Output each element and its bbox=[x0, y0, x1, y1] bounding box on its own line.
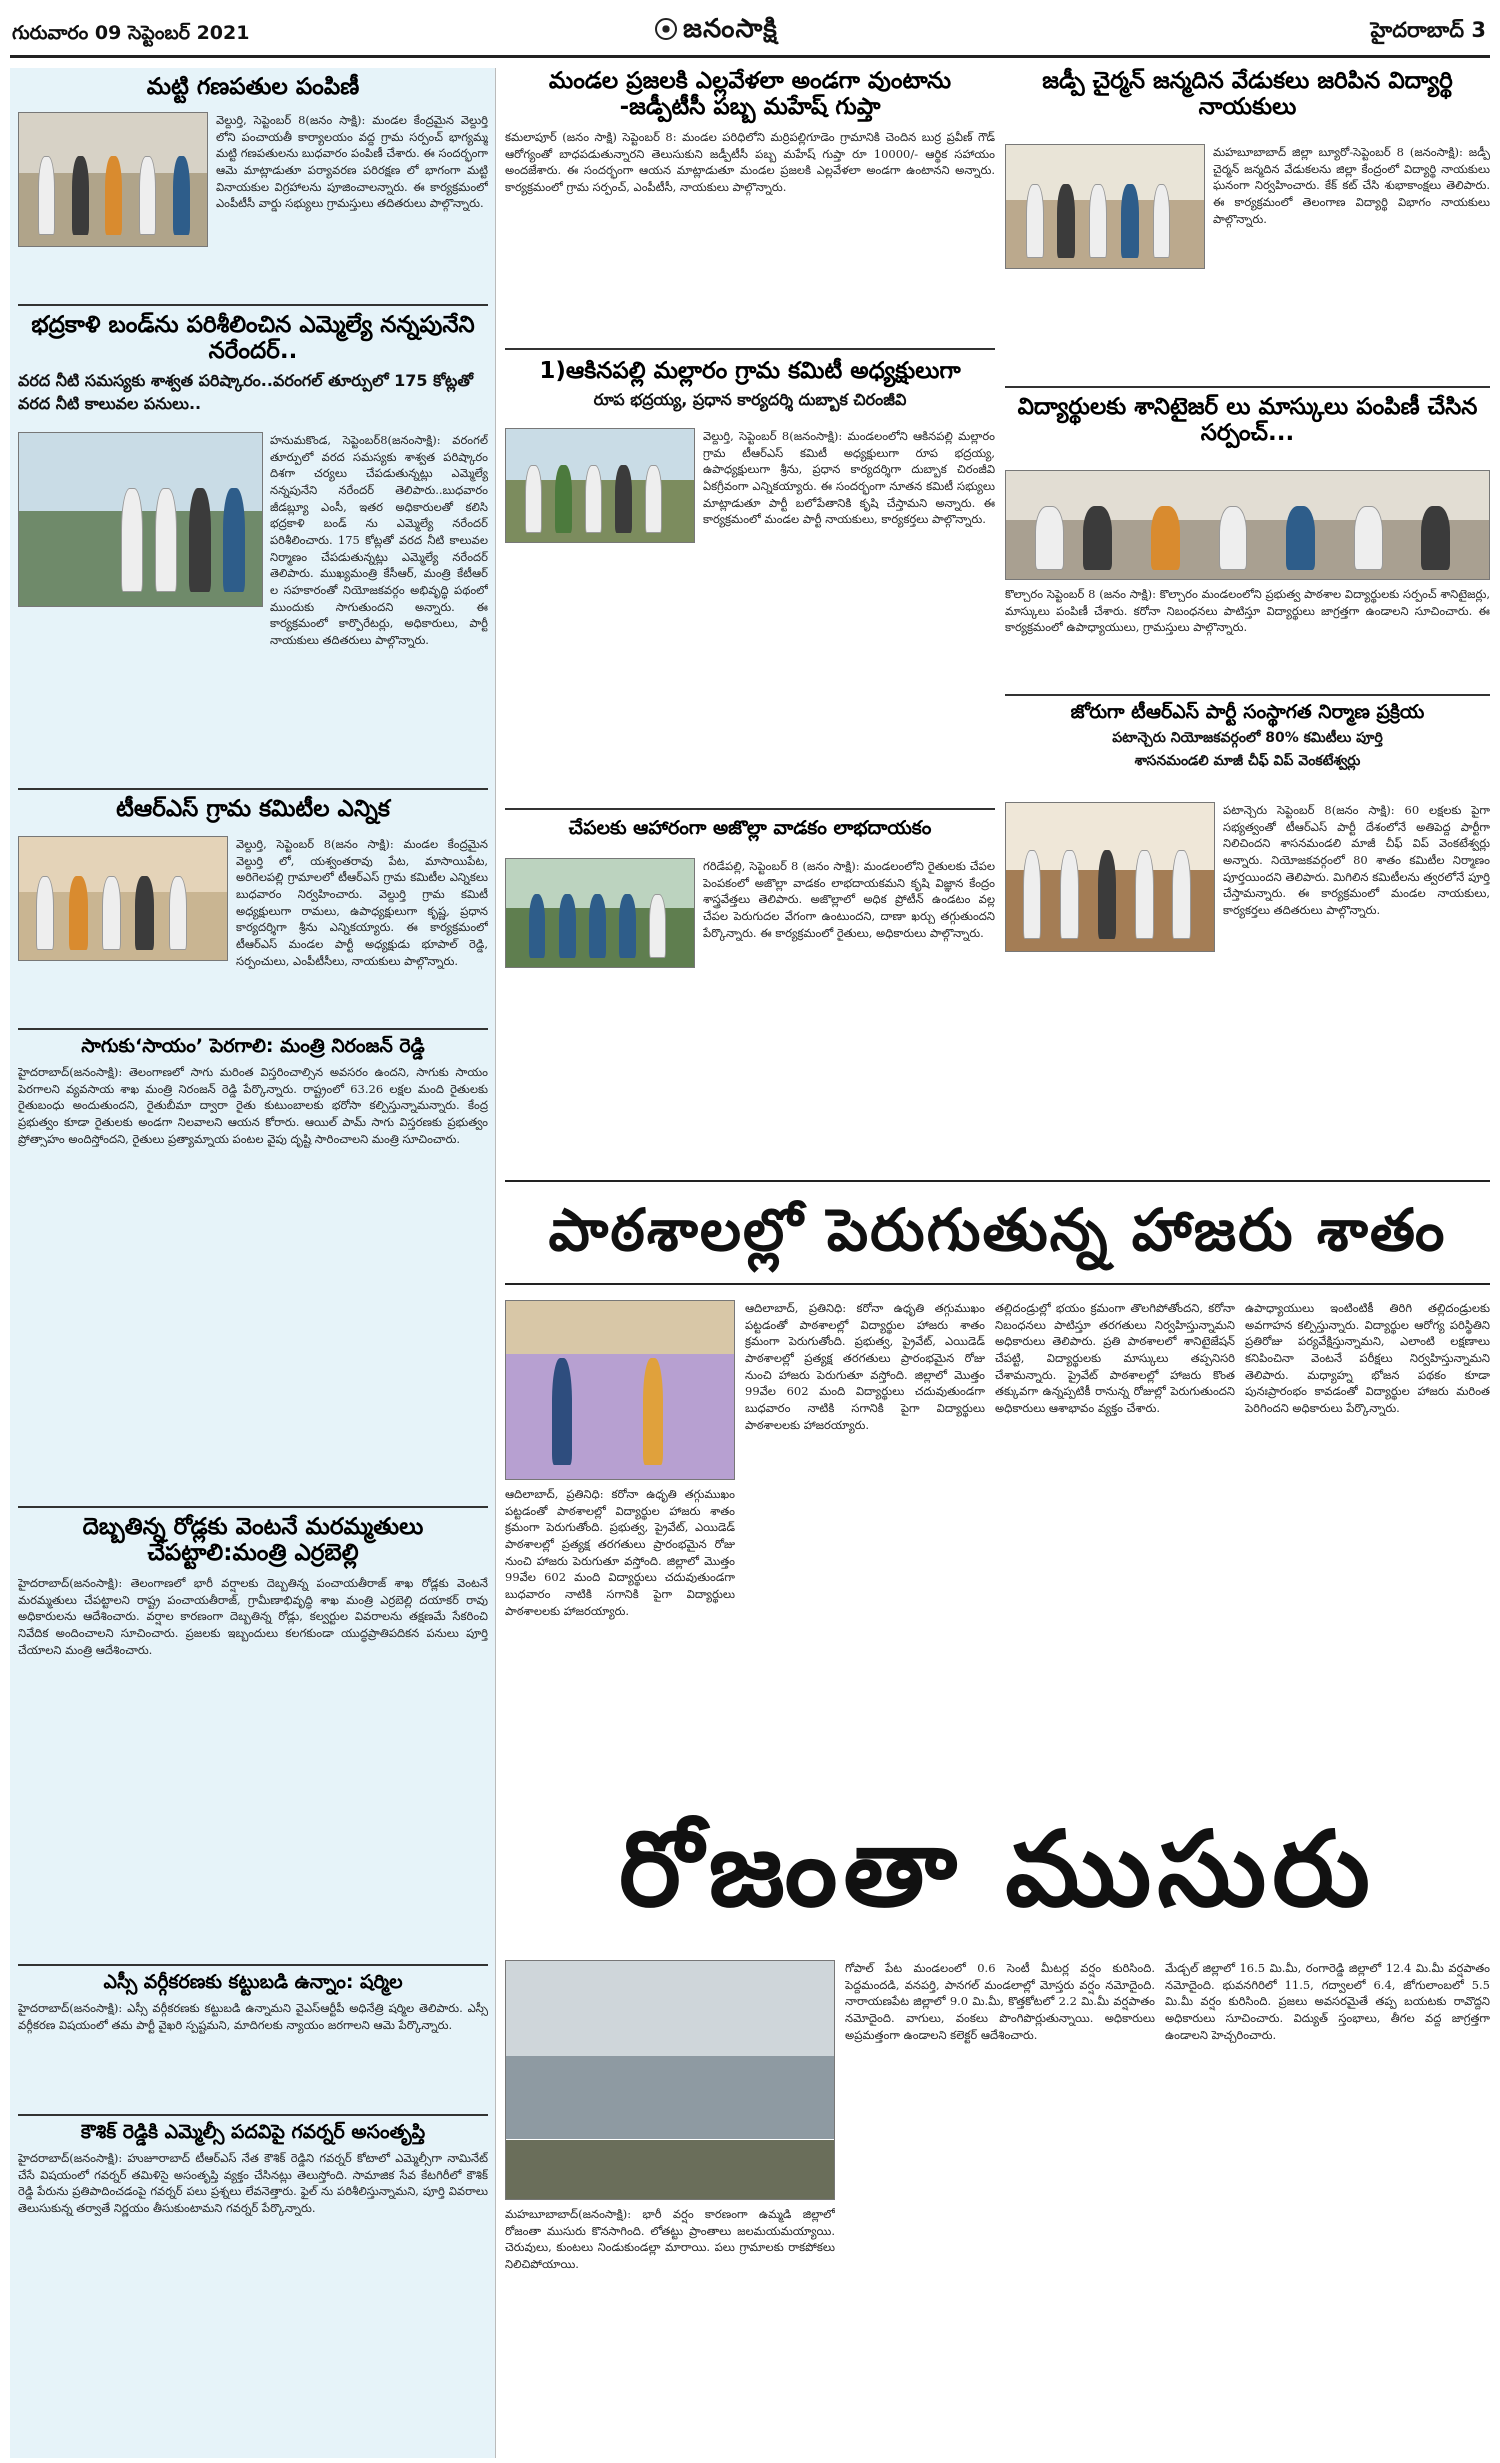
headline: చేపలకు ఆహారంగా అజొల్లా వాడకం లాభదాయకం bbox=[568, 817, 932, 839]
photo-ganapati bbox=[18, 112, 208, 247]
photo-trs-meeting bbox=[1005, 802, 1215, 952]
article-ganapati bbox=[18, 74, 488, 211]
subheadline: పటాన్చెరు నియోజకవర్గంలో 80% కమిటీలు పూర్తి bbox=[1112, 729, 1383, 746]
article-text: హనుమకొండ, సెప్టెంబర్8(జనంసాక్షి): వరంగల్ తూర్పులో వరద సమస్యకు శాశ్వత పరిష్కారం దిశగా చర్యలు చేపడుతున్నట్లు ఎమ్మెల్యే నన్నపునేని నరేందర్ తెలిపారు..బుధవారం జీడబ్ల్యూ ఎంసీ, ఇతర అధికారులతో కలిసి భద్రకాళి బండ్ ను ఎమ్మెల్యే నరేందర్ పరిశీలించారు. 175 కోట్లతో వరద నీటి కాలువల నిర్మాణం చేపడుతున్నట్లు ఎమ్మెల్యే నరేందర్ తెలిపారు. ముఖ్యమంత్రి కేసీఆర్, మంత్రి కేటీఆర్ ల సహకారంతో నియోజకవర్గం అభివృద్ధి పథంలో ముందుకు సాగుతుందని అన్నారు. ఈ కార్యక్రమంలో కార్పొరేటర్లు, అధికారులు, పార్టీ నాయకులు తదితరులు పాల్గొన్నారు. bbox=[270, 433, 488, 648]
page-label: హైదరాబాద్ 3 bbox=[1370, 18, 1486, 42]
photo-sanitizers bbox=[1005, 470, 1490, 580]
rain-text-3: మేడ్చల్ జిల్లాలో 16.5 మి.మీ, రంగారెడ్డి జిల్లాలో 12.4 మి.మీ వర్షపాతం నమోదైంది. భువనగిరిలో 11.5, గద్వాలలో 6.4, జోగులాంబలో 5.5 మి.మీ వర్షం కురిసింది. ప్రజలు అవసరమైతే తప్ప బయటకు రావొద్దని అధికారులు సూచించారు. విద్యుత్ స్తంభాలు, తీగల వద్ద జాగ్రత్తగా ఉండాలని హెచ్చరించారు. bbox=[1165, 1961, 1490, 2042]
article-text: కొల్చారం సెప్టెంబర్ 8 (జనం సాక్షి): కొల్చారం మండలంలోని ప్రభుత్వ పాఠశాల విద్యార్థులకు సర్పంచ్ శానిటైజర్లు, మాస్కులు పంపిణీ చేశారు. కరోనా నిబంధనలు పాటిస్తూ విద్యార్థులు జాగ్రత్తగా ఉండాలని సూచించారు. ఈ కార్యక్రమంలో ఉపాధ్యాయులు, గ్రామస్తులు పాల్గొన్నారు. bbox=[1005, 587, 1490, 635]
article-text: గరిడేపల్లి, సెప్టెంబర్ 8 (జనం సాక్షి): మండలంలోని రైతులకు చేపల పెంపకంలో అజొల్లా వాడకం లాభదాయకమని కృషి విజ్ఞాన కేంద్రం శాస్త్రవేత్తలు తెలిపారు. అజొల్లాలో అధిక ప్రోటీన్ ఉండటం వల్ల చేపల పెరుగుదల వేగంగా ఉంటుందని, దాణా ఖర్చు తగ్గుతుందని పేర్కొన్నారు. ఈ కార్యక్రమంలో రైతులు, అధికారులు పాల్గొన్నారు. bbox=[703, 859, 995, 940]
article-azolla bbox=[505, 817, 995, 940]
subheadline: వరద నీటి సమస్యకు శాశ్వత పరిష్కారం..వరంగల్ తూర్పులో 175 కోట్లతో వరద నీటి కాలువల పనులు.. bbox=[18, 370, 473, 413]
subheadline: రూప భద్రయ్య, ప్రధాన కార్యదర్శి దుబ్బాక చిరంజీవి bbox=[593, 390, 907, 410]
article-agriculture bbox=[18, 1036, 488, 1314]
article-text: వెల్దుర్తి, సెప్టెంబర్ 8(జనం సాక్షి): మండల కేంద్రమైన వెల్దుర్తి లోని పంచాయతీ కార్యాలయం వద్ద గ్రామ సర్పంచ్ భాగ్యమ్మ మట్టి గణపతులను బుధవారం పంపిణీ చేశారు. ఈ సందర్భంగా ఆమె మాట్లాడుతూ పర్యావరణ పరిరక్షణ లో భాగంగా మట్టి వినాయకుల విగ్రహాలను పూజించాలన్నారు. ఈ కార్యక్రమంలో ఎంపీటీసీ వార్డు సభ్యులు గ్రామస్తులు తదితరులు పాల్గొన్నారు. bbox=[216, 113, 488, 211]
headline: టీఆర్ఎస్ గ్రామ కమిటీల ఎన్నిక bbox=[116, 796, 390, 822]
schools-text-1: ఆదిలాబాద్, ప్రతినిధి: కరోనా ఉధృతి తగ్గుముఖం పట్టడంతో పాఠశాలల్లో విద్యార్థుల హాజరు శాతం క్రమంగా పెరుగుతోంది. ప్రభుత్వ, ప్రైవేట్, ఎయిడెడ్ పాఠశాలల్లో ప్రత్యక్ష తరగతులు ప్రారంభమైన రోజు నుంచి హాజరు పెరుగుతూ వస్తోంది. జిల్లాలో మొత్తం 99వేల 602 మంది విద్యార్థులు చదువుతుండగా బుధవారం నాటికి సగానికి పైగా విద్యార్థులు పాఠశాలలకు హాజరయ్యారు. bbox=[745, 1301, 985, 1432]
rain-text-1: మహబూబాబాద్(జనంసాక్షి): భారీ వర్షం కారణంగా ఉమ్మడి జిల్లాలో రోజంతా ముసురు కొనసాగింది. లోతట్టు ప్రాంతాలు జలమయమయ్యాయి. చెరువులు, కుంటలు నిండుకుండల్లా మారాయి. పలు గ్రామాలకు రాకపోకలు నిలిచిపోయాయి. bbox=[505, 2207, 835, 2272]
schools-text-3: ఉపాధ్యాయులు ఇంటింటికీ తిరిగి తల్లిదండ్రులకు అవగాహన కల్పిస్తున్నారు. విద్యార్థుల ఆరోగ్య పరిస్థితిని ప్రతిరోజు పర్యవేక్షిస్తున్నామని, ఎలాంటి లక్షణాలు కనిపించినా వెంటనే పరీక్షలు నిర్వహిస్తున్నామని తెలిపారు. మధ్యాహ్న భోజన పథకం కూడా పునఃప్రారంభం కావడంతో విద్యార్థుల హాజరు మరింత పెరిగిందని అధికారులు పేర్కొన్నారు. bbox=[1245, 1301, 1490, 1416]
headline: సాగుకు‘సాయం’ పెరగాలి: మంత్రి నిరంజన్ రెడ్డి bbox=[81, 1035, 425, 1057]
headline: మండల ప్రజలకి ఎల్లవేళలా అండగా వుంటాను -జడ్పీటీసీ పబ్బ మహేష్ గుప్తా bbox=[548, 68, 952, 121]
article-text: హైదరాబాద్(జనంసాక్షి): హుజూరాబాద్ టీఆర్ఎస్ నేత కౌశిక్ రెడ్డిని గవర్నర్ కోటాలో ఎమ్మెల్సీగా నామినేట్ చేసే విషయంలో గవర్నర్ తమిళిసై అసంతృప్తి వ్యక్తం చేసినట్లు తెలుస్తోంది. సామాజిక సేవ కేటగిరీలో కౌశిక్ రెడ్డి పేరును ప్రతిపాదించడంపై గవర్నర్ పలు ప్రశ్నలు లేవనెత్తారు. ఫైల్ ను పరిశీలిస్తున్నామని, పూర్తి వివరాలు తెలుసుకున్న తర్వాతే నిర్ణయం తీసుకుంటామని గవర్నర్ పేర్కొన్నారు. bbox=[18, 2150, 488, 2215]
middle-column bbox=[505, 68, 995, 1168]
headline: 1)ఆకినపల్లి మల్లారం గ్రామ కమిటీ అధ్యక్షులుగా bbox=[539, 358, 961, 384]
article-sanitizers bbox=[1005, 394, 1490, 635]
article-roads bbox=[18, 1514, 488, 1875]
article-text: మహబూబాబాద్ జిల్లా బ్యూరో-సెప్టెంబర్ 8 (జనంసాక్షి): జడ్పీ చైర్మన్ జన్మదిన వేడుకలను జిల్లా కేంద్రంలో విద్యార్థి నాయకులు ఘనంగా నిర్వహించారు. కేక్ కట్ చేసి శుభాకాంక్షలు తెలిపారు. ఈ కార్యక్రమంలో తెలంగాణ విద్యార్థి విభాగం నాయకులు పాల్గొన్నారు. bbox=[1213, 145, 1490, 226]
schools-text-1a: ఆదిలాబాద్, ప్రతినిధి: కరోనా ఉధృతి తగ్గుముఖం పట్టడంతో పాఠశాలల్లో విద్యార్థుల హాజరు శాతం క్రమంగా పెరుగుతోంది. ప్రభుత్వ, ప్రైవేట్, ఎయిడెడ్ పాఠశాలల్లో ప్రత్యక్ష తరగతులు ప్రారంభమైన రోజు నుంచి హాజరు పెరుగుతూ వస్తోంది. జిల్లాలో మొత్తం 99వేల 602 మంది విద్యార్థులు చదువుతుండగా బుధవారం నాటికి సగానికి పైగా విద్యార్థులు పాఠశాలలకు హాజరయ్యారు. bbox=[505, 1487, 735, 1618]
right-column bbox=[1005, 68, 1490, 1168]
rain-headline: రోజంతా ముసురు bbox=[619, 1808, 1376, 1930]
logo-emblem-icon bbox=[655, 18, 677, 40]
article-trs-committees bbox=[18, 796, 488, 968]
article-sc-classification bbox=[18, 1972, 488, 2090]
schools-headline: పాఠశాలల్లో పెరుగుతున్న హాజరు శాతం bbox=[505, 1180, 1490, 1285]
article-trs-organisation bbox=[1005, 701, 1490, 918]
photo-akinapalli bbox=[505, 428, 695, 543]
headline: జడ్పీ చైర్మన్ జన్మదిన వేడుకలు జరిపిన విద్యార్థి నాయకులు bbox=[1042, 68, 1453, 121]
photo-birthday bbox=[1005, 144, 1205, 269]
headline: దెబ్బతిన్న రోడ్లకు వెంటనే మరమ్మతులు చేపట్టాలి:మంత్రి ఎర్రబెల్లి bbox=[82, 1514, 424, 1567]
headline: విద్యార్థులకు శానిటైజర్ లు మాస్కులు పంపిణీ చేసిన సర్పంచ్... bbox=[1017, 394, 1478, 447]
photo-school bbox=[505, 1300, 735, 1480]
article-text: హైదరాబాద్(జనంసాక్షి): తెలంగాణలో భారీ వర్షాలకు దెబ్బతిన్న పంచాయతీరాజ్ శాఖ రోడ్లకు వెంటనే మరమ్మతులు చేపట్టాలని రాష్ట్ర పంచాయతీరాజ్, గ్రామీణాభివృద్ధి శాఖ మంత్రి ఎర్రబెల్లి దయాకర్ రావు అధికారులను ఆదేశించారు. వర్షాల కారణంగా దెబ్బతిన్న రోడ్లు, కల్వర్టుల వివరాలను తక్షణమే సేకరించి నివేదిక అందించాలని సూచించారు. ప్రజలకు ఇబ్బందులు కలగకుండా యుద్ధప్రాతిపదికన పనులు పూర్తి చేయాలని మంత్రి ఆదేశించారు. bbox=[18, 1575, 488, 1657]
photo-azolla bbox=[505, 858, 695, 968]
issue-date: గురువారం 09 సెప్టెంబర్ 2021 bbox=[12, 22, 250, 44]
article-text: హైదరాబాద్(జనంసాక్షి): ఎస్సీ వర్గీకరణకు కట్టుబడి ఉన్నామని వైఎస్ఆర్టీపీ అధినేత్రి షర్మిల తెలిపారు. ఎస్సీ వర్గీకరణ విషయంలో తమ పార్టీ వైఖరి స్పష్టమని, మాదిగలకు న్యాయం జరగాలని ఆమె పేర్కొన్నారు. bbox=[18, 2000, 488, 2032]
article-text: హైదరాబాద్(జనంసాక్షి): తెలంగాణలో సాగు మరింత విస్తరించాల్సిన అవసరం ఉందని, సాగుకు సాయం పెరగాలని వ్యవసాయ శాఖ మంత్రి నిరంజన్ రెడ్డి పేర్కొన్నారు. రాష్ట్రంలో 63.26 లక్షల మంది రైతులకు రైతుబంధు అందుతుందని, రైతుబీమా ద్వారా రైతు కుటుంబాలకు భరోసా కల్పిస్తున్నామన్నారు. కేంద్ర ప్రభుత్వం కూడా రైతులకు అండగా నిలవాలని ఆయన కోరారు. ఆయిల్ పామ్ సాగు విస్తరణకు ప్రభుత్వం ప్రోత్సాహం అందిస్తోందని, రైతులు ప్రత్యామ్నాయ పంటల వైపు దృష్టి సారించాలని మంత్రి సూచించారు. bbox=[18, 1064, 488, 1146]
article-zp-birthday bbox=[1005, 68, 1490, 226]
article-bhadrakali bbox=[18, 312, 488, 648]
article-text: వెల్దుర్తి, సెప్టెంబర్ 8(జనం సాక్షి): మండల కేంద్రమైన వెల్దుర్తి లో, యశ్వంతరావు పేట, మాసాయిపేట, అరిగెలపల్లి గ్రామాలలో టీఆర్ఎస్ గ్రామ కమిటీల ఎన్నికలు బుధవారం నిర్వహించారు. వెల్దుర్తి గ్రామ కమిటీ అధ్యక్షులుగా రామలు, ఉపాధ్యక్షులుగా కృష్ణ, ప్రధాన కార్యదర్శిగా శ్రీను ఎన్నికయ్యారు. ఈ కార్యక్రమంలో టీఆర్ఎస్ మండల పార్టీ అధ్యక్షుడు భూపాల్ రెడ్డి, సర్పంచులు, ఎంపీటీసీలు, నాయకులు పాల్గొన్నారు. bbox=[236, 837, 488, 968]
newspaper-logo bbox=[655, 14, 778, 50]
headline: మట్టి గణపతుల పంపిణీ bbox=[146, 74, 360, 100]
article-text: కమలాపూర్ (జనం సాక్షి) సెప్టెంబర్ 8: మండల పరిధిలోని మర్రిపల్లిగూడెం గ్రామానికి చెందిన బుర్ర ప్రవీణ్ గౌడ్ ఆరోగ్యంతో బాధపడుతున్నారని తెలుసుకుని జడ్పీటీసీ పబ్బ మహేష్ గుప్తా రూ 10000/- ఆర్థిక సహాయం అందజేశారు. ఈ సందర్భంగా ఆయన మాట్లాడుతూ మండల ప్రజలకి ఎల్లవేళలా అండగా ఉంటానని అన్నారు. కార్యక్రమంలో గ్రామ సర్పంచ్, ఎంపీటీసీ, నాయకులు పాల్గొన్నారు. bbox=[505, 129, 995, 194]
logo-text: జనంసాక్షి bbox=[683, 14, 778, 44]
article-text: వెల్దుర్తి, సెప్టెంబర్ 8(జనంసాక్షి): మండలంలోని ఆకినపల్లి మల్లారం గ్రామ టీఆర్ఎస్ కమిటీ అధ్యక్షులుగా రూప భద్రయ్య, ఉపాధ్యక్షులుగా శ్రీను, ప్రధాన కార్యదర్శిగా దుబ్బాక చిరంజీవి ఏకగ్రీవంగా ఎన్నికయ్యారు. ఈ సందర్భంగా నూతన కమిటీ సభ్యులు మాట్లాడుతూ పార్టీ బలోపేతానికి కృషి చేస్తామని అన్నారు. ఈ కార్యక్రమంలో మండల పార్టీ నాయకులు, కార్యకర్తలు పాల్గొన్నారు. bbox=[703, 429, 995, 527]
photo-flooded-field bbox=[505, 1960, 835, 2200]
masthead bbox=[10, 8, 1490, 58]
article-akinapalli bbox=[505, 358, 995, 527]
headline: జోరుగా టీఆర్ఎస్ పార్టీ సంస్థాగత నిర్మాణ ప్రక్రియ bbox=[1070, 701, 1425, 723]
headline: కౌశిక్ రెడ్డికి ఎమ్మెల్సీ పదవిపై గవర్నర్ అసంతృప్తి bbox=[80, 2121, 426, 2143]
schools-text-2: తల్లిదండ్రుల్లో భయం క్రమంగా తొలగిపోతోందని, కరోనా నిబంధనలు పాటిస్తూ తరగతులు నిర్వహిస్తున్నామని అధికారులు తెలిపారు. ప్రతి పాఠశాలలో శానిటైజేషన్ చేపట్టి, విద్యార్థులకు మాస్కులు తప్పనిసరి చేశామన్నారు. ప్రైవేట్ పాఠశాలల్లో హాజరు కొంత తక్కువగా ఉన్నప్పటికీ రానున్న రోజుల్లో పెరుగుతుందని అధికారులు ఆశాభావం వ్యక్తం చేశారు. bbox=[995, 1301, 1235, 1416]
left-column bbox=[10, 68, 496, 2458]
article-zptc bbox=[505, 68, 995, 309]
rain-text-2: గోపాల్ పేట మండలంలో 0.6 సెంటీ మీటర్ల వర్షం కురిసింది. పెద్దమందడి, వనపర్తి, పానగల్ మండలాల్లో మోస్తరు వర్షం నమోదైంది. నారాయణపేట జిల్లాలో 9.0 మి.మీ, కొత్తకోటలో 2.2 మి.మీ వర్షపాతం నమోదైంది. వాగులు, వంకలు పొంగిపొర్లుతున్నాయి. అధికారులు అప్రమత్తంగా ఉండాలని కలెక్టర్ ఆదేశించారు. bbox=[845, 1961, 1155, 2042]
photo-trs-committee bbox=[18, 836, 228, 961]
article-text: పటాన్చెరు సెప్టెంబర్ 8(జనం సాక్షి): 60 లక్షలకు పైగా సభ్యత్వంతో టీఆర్ఎస్ పార్టీ దేశంలోనే అతిపెద్ద పార్టీగా నిలిచిందని శాసనమండలి మాజీ చీఫ్ విప్ వెంకటేశ్వర్లు అన్నారు. నియోజకవర్గంలో 80 శాతం కమిటీల నిర్మాణం పూర్తయిందని తెలిపారు. మిగిలిన కమిటీలను త్వరలోనే పూర్తి చేస్తామన్నారు. ఈ కార్యక్రమంలో మండల నాయకులు, కార్యకర్తలు తదితరులు పాల్గొన్నారు. bbox=[1223, 803, 1490, 918]
subheadline-2: శాసనమండలి మాజీ చీఫ్ విప్ వెంకటేశ్వర్లు bbox=[1134, 752, 1361, 769]
photo-bhadrakali-bund bbox=[18, 432, 263, 607]
headline: ఎస్సీ వర్గీకరణకు కట్టుబడి ఉన్నాం: షర్మిల bbox=[103, 1971, 403, 1993]
article-governor bbox=[18, 2122, 488, 2440]
headline: భద్రకాళి బండ్‌ను పరిశీలించిన ఎమ్మెల్యే నన్నపునేని నరేందర్.. bbox=[31, 312, 475, 365]
